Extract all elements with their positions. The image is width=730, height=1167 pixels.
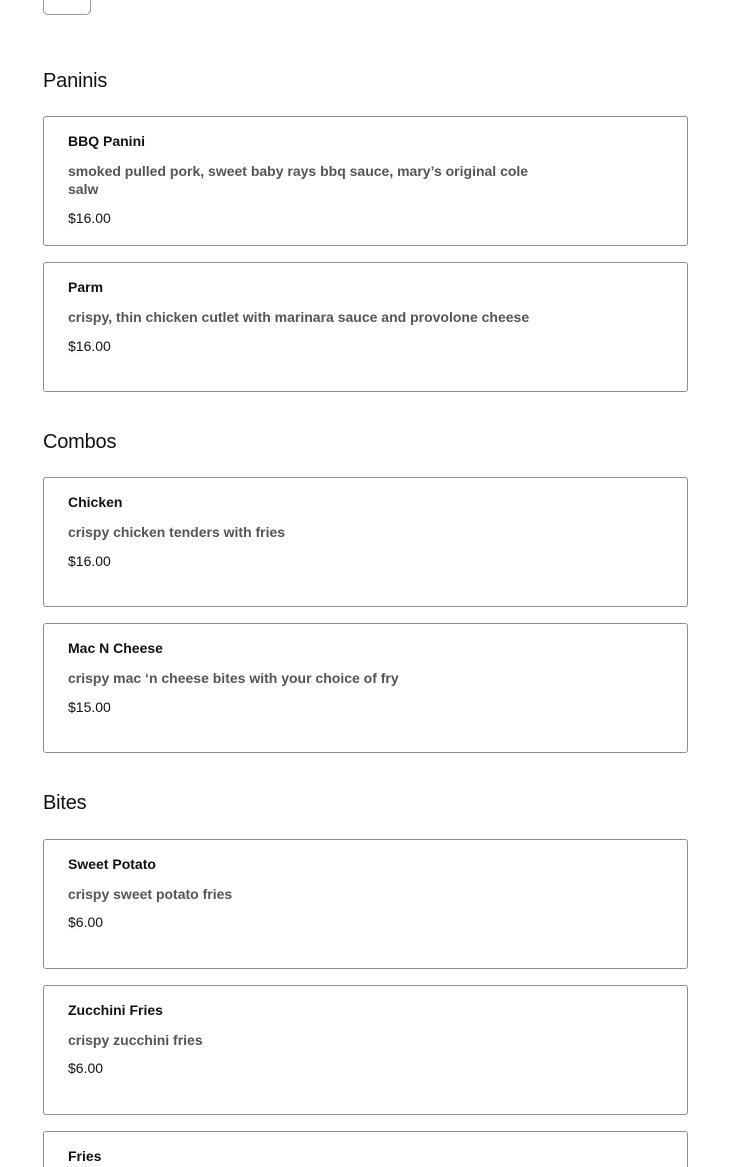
menu-item-name: Zucchini Fries: [68, 1002, 163, 1018]
menu-item-description: crispy chicken tenders with fries: [68, 524, 286, 540]
previous-item-card-edge[interactable]: [43, 0, 91, 15]
menu-item-name: BBQ Panini: [68, 133, 146, 149]
section-title-combos: Combos: [43, 431, 117, 453]
section-title-paninis: Paninis: [43, 70, 108, 92]
menu-item-name: Mac N Cheese: [68, 640, 163, 656]
menu-item-description: crispy, thin chicken cutlet with marinara sauce and provolone cheese: [68, 309, 530, 325]
menu-item-description: crispy zucchini fries: [68, 1032, 203, 1048]
menu-item-card-bbq-panini[interactable]: [43, 116, 688, 246]
menu-item-description: smoked pulled pork, sweet baby rays bbq sauce, mary’s original cole salw: [68, 163, 529, 197]
menu-item-description: crispy mac ‘n cheese bites with your choice of fry: [68, 670, 399, 686]
menu-item-card-mac-n-cheese[interactable]: [43, 623, 688, 753]
menu-item-card-zucchini-fries[interactable]: [43, 985, 688, 1115]
menu-item-card-fries[interactable]: [43, 1131, 688, 1167]
section-title-bites: Bites: [43, 792, 87, 814]
menu-item-name: Sweet Potato: [68, 856, 156, 872]
menu-item-name: Fries: [68, 1148, 102, 1164]
menu-item-card-parm[interactable]: [43, 262, 688, 392]
menu-item-price: $16.00: [68, 338, 111, 354]
menu-item-price: $16.00: [68, 210, 111, 226]
menu-item-price: $16.00: [68, 553, 111, 569]
menu-item-price: $6.00: [68, 1060, 104, 1076]
menu-item-card-chicken[interactable]: [43, 477, 688, 607]
menu-item-description: crispy sweet potato fries: [68, 886, 233, 902]
menu-item-price: $6.00: [68, 914, 104, 930]
menu-item-price: $15.00: [68, 699, 111, 715]
menu-item-card-sweet-potato[interactable]: [43, 839, 688, 969]
menu-item-name: Chicken: [68, 494, 123, 510]
menu-item-name: Parm: [68, 279, 104, 295]
